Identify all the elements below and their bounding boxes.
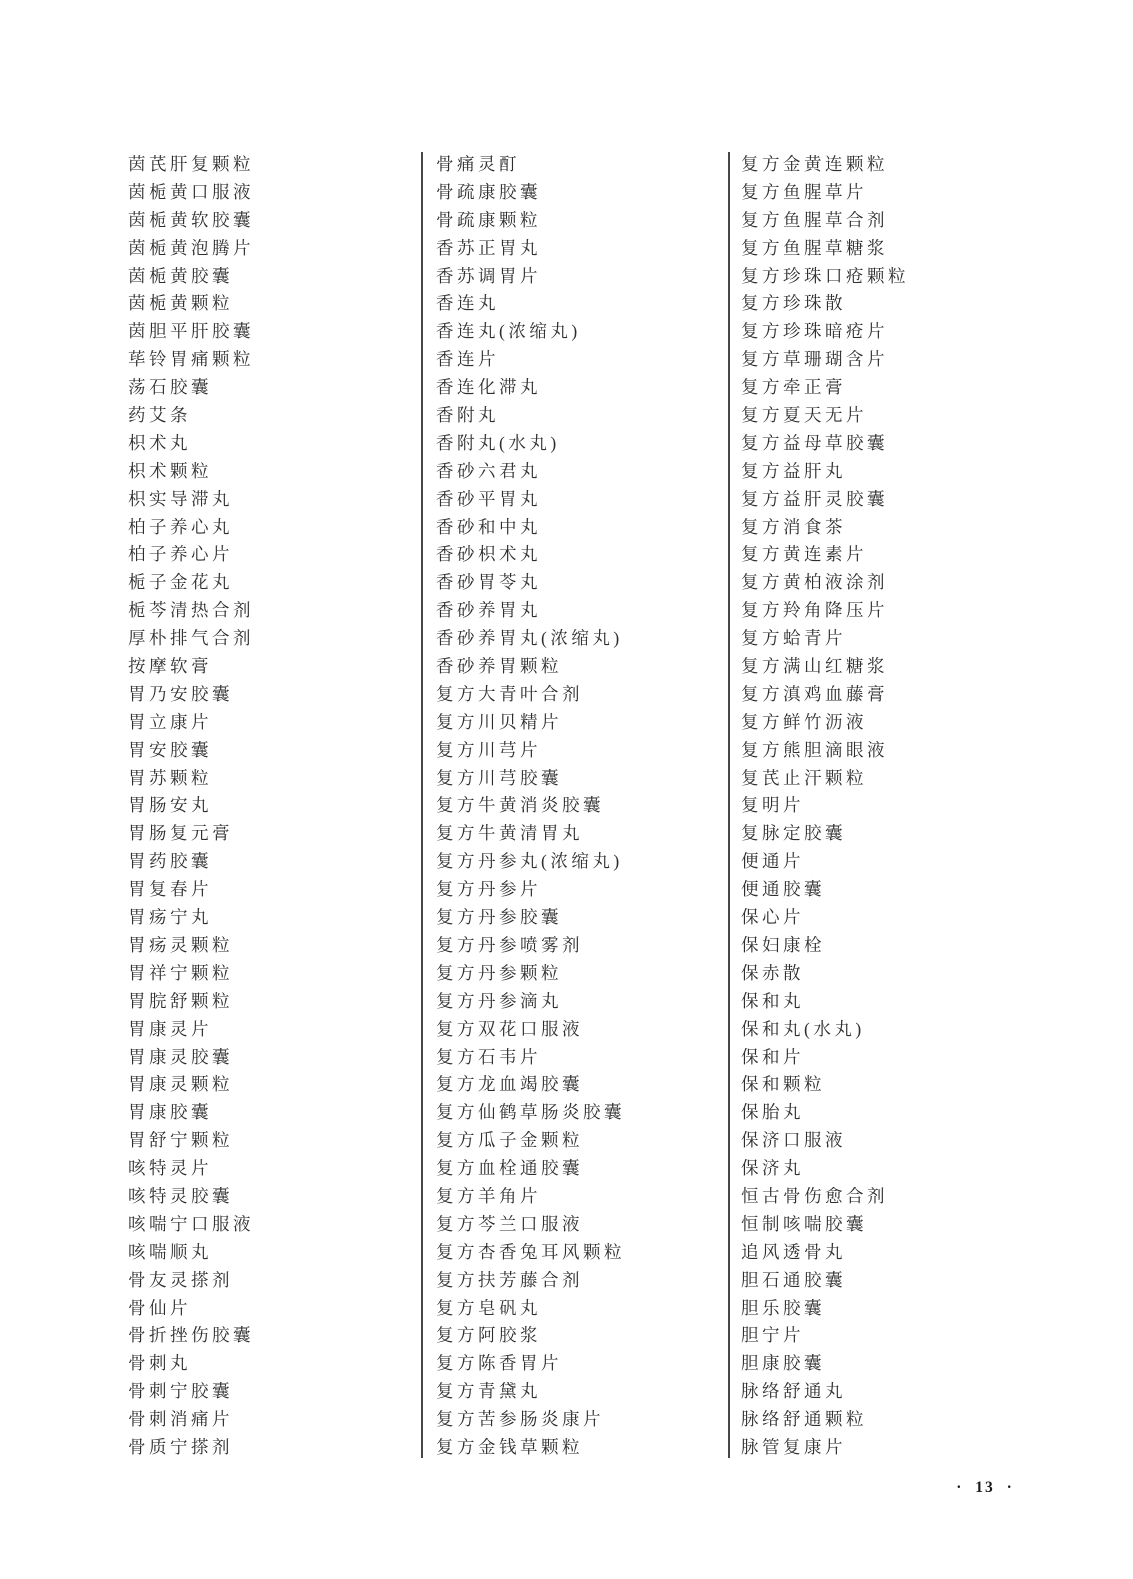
drug-name: 复方皂矾丸 bbox=[436, 1297, 541, 1318]
drug-name: 保济丸 bbox=[741, 1158, 804, 1179]
drug-name: 胃复春片 bbox=[128, 879, 212, 900]
drug-list-column-2 bbox=[436, 151, 721, 1462]
drug-name: 复芪止汗颗粒 bbox=[741, 767, 867, 788]
drug-name: 复明片 bbox=[741, 795, 804, 816]
drug-name: 复方丹参喷雾剂 bbox=[436, 934, 583, 955]
column-divider bbox=[728, 152, 730, 1458]
drug-name: 复方丹参胶囊 bbox=[436, 907, 562, 928]
drug-name: 香苏调胃片 bbox=[436, 265, 541, 286]
drug-name: 骨刺丸 bbox=[128, 1353, 191, 1374]
drug-name: 香连化滞丸 bbox=[436, 377, 541, 398]
drug-name: 荜铃胃痛颗粒 bbox=[128, 349, 254, 370]
drug-name: 胃肠安丸 bbox=[128, 795, 212, 816]
drug-name: 复方黄柏液涂剂 bbox=[741, 572, 888, 593]
drug-name: 复方金钱草颗粒 bbox=[436, 1436, 583, 1457]
drug-name: 保济口服液 bbox=[741, 1130, 846, 1151]
drug-name: 茵栀黄胶囊 bbox=[128, 265, 233, 286]
drug-name: 胃苏颗粒 bbox=[128, 767, 212, 788]
drug-name: 复方羊角片 bbox=[436, 1185, 541, 1206]
drug-name: 香砂枳术丸 bbox=[436, 544, 541, 565]
drug-name: 香砂养胃丸 bbox=[436, 600, 541, 621]
drug-name: 复方滇鸡血藤膏 bbox=[741, 683, 888, 704]
drug-name: 便通片 bbox=[741, 851, 804, 872]
drug-name: 复方青黛丸 bbox=[436, 1381, 541, 1402]
drug-name: 香苏正胃丸 bbox=[436, 237, 541, 258]
drug-name: 胃祥宁颗粒 bbox=[128, 962, 233, 983]
drug-name: 荡石胶囊 bbox=[128, 377, 212, 398]
drug-name: 香砂胃苓丸 bbox=[436, 572, 541, 593]
drug-name: 复脉定胶囊 bbox=[741, 823, 846, 844]
drug-name: 复方川贝精片 bbox=[436, 711, 562, 732]
drug-name: 复方苦参肠炎康片 bbox=[436, 1409, 604, 1430]
drug-name: 胃脘舒颗粒 bbox=[128, 990, 233, 1011]
drug-name: 复方益肝灵胶囊 bbox=[741, 488, 888, 509]
drug-name: 复方丹参片 bbox=[436, 879, 541, 900]
drug-name: 复方消食茶 bbox=[741, 516, 846, 537]
drug-name: 复方血栓通胶囊 bbox=[436, 1158, 583, 1179]
drug-name: 脉络舒通颗粒 bbox=[741, 1409, 867, 1430]
drug-name: 骨仙片 bbox=[128, 1297, 191, 1318]
drug-name: 保和丸 bbox=[741, 990, 804, 1011]
drug-name: 复方珍珠暗疮片 bbox=[741, 321, 888, 342]
drug-name: 复方龙血竭胶囊 bbox=[436, 1074, 583, 1095]
drug-name: 复方夏天无片 bbox=[741, 405, 867, 426]
drug-name: 复方芩兰口服液 bbox=[436, 1213, 583, 1234]
drug-name: 保和颗粒 bbox=[741, 1074, 825, 1095]
drug-name: 复方鱼腥草片 bbox=[741, 181, 867, 202]
drug-name: 复方丹参丸(浓缩丸) bbox=[436, 851, 623, 872]
column-divider bbox=[421, 152, 423, 1458]
drug-name: 复方丹参滴丸 bbox=[436, 990, 562, 1011]
drug-name: 骨刺消痛片 bbox=[128, 1409, 233, 1430]
drug-name: 咳特灵片 bbox=[128, 1158, 212, 1179]
drug-name: 复方牛黄清胃丸 bbox=[436, 823, 583, 844]
drug-name: 胃康灵颗粒 bbox=[128, 1074, 233, 1095]
drug-name: 胆石通胶囊 bbox=[741, 1269, 846, 1290]
drug-name: 复方黄连素片 bbox=[741, 544, 867, 565]
drug-name: 香连丸(浓缩丸) bbox=[436, 321, 581, 342]
drug-name: 香砂六君丸 bbox=[436, 460, 541, 481]
drug-name: 复方牛黄消炎胶囊 bbox=[436, 795, 604, 816]
drug-name: 复方牵正膏 bbox=[741, 377, 846, 398]
drug-name: 柏子养心丸 bbox=[128, 516, 233, 537]
drug-name: 追风透骨丸 bbox=[741, 1241, 846, 1262]
drug-name: 保胎丸 bbox=[741, 1102, 804, 1123]
drug-name: 栀芩清热合剂 bbox=[128, 600, 254, 621]
drug-name: 胃疡宁丸 bbox=[128, 907, 212, 928]
drug-name: 胆乐胶囊 bbox=[741, 1297, 825, 1318]
drug-name: 骨刺宁胶囊 bbox=[128, 1381, 233, 1402]
drug-name: 复方珍珠口疮颗粒 bbox=[741, 265, 909, 286]
drug-name: 胃康灵片 bbox=[128, 1018, 212, 1039]
drug-name: 骨友灵搽剂 bbox=[128, 1269, 233, 1290]
drug-name: 香砂养胃丸(浓缩丸) bbox=[436, 628, 623, 649]
drug-name: 复方鱼腥草合剂 bbox=[741, 209, 888, 230]
drug-name: 恒制咳喘胶囊 bbox=[741, 1213, 867, 1234]
drug-name: 复方川芎片 bbox=[436, 739, 541, 760]
drug-name: 枳术丸 bbox=[128, 432, 191, 453]
drug-name: 茵栀黄泡腾片 bbox=[128, 237, 254, 258]
drug-name: 保心片 bbox=[741, 907, 804, 928]
drug-name: 复方丹参颗粒 bbox=[436, 962, 562, 983]
drug-name: 香砂养胃颗粒 bbox=[436, 656, 562, 677]
drug-name: 复方草珊瑚含片 bbox=[741, 349, 888, 370]
drug-name: 胆康胶囊 bbox=[741, 1353, 825, 1374]
drug-name: 复方川芎胶囊 bbox=[436, 767, 562, 788]
drug-name: 胃安胶囊 bbox=[128, 739, 212, 760]
drug-name: 骨疏康胶囊 bbox=[436, 181, 541, 202]
drug-name: 骨折挫伤胶囊 bbox=[128, 1325, 254, 1346]
drug-name: 茵栀黄软胶囊 bbox=[128, 209, 254, 230]
drug-name: 复方杏香兔耳风颗粒 bbox=[436, 1241, 625, 1262]
drug-name: 茵芪肝复颗粒 bbox=[128, 154, 254, 174]
drug-name: 复方瓜子金颗粒 bbox=[436, 1130, 583, 1151]
drug-name: 香砂和中丸 bbox=[436, 516, 541, 537]
drug-name: 复方陈香胃片 bbox=[436, 1353, 562, 1374]
drug-name: 胃乃安胶囊 bbox=[128, 683, 233, 704]
drug-name: 香连丸 bbox=[436, 293, 499, 314]
drug-name: 厚朴排气合剂 bbox=[128, 628, 254, 649]
drug-name: 复方鲜竹沥液 bbox=[741, 711, 867, 732]
drug-name: 复方石韦片 bbox=[436, 1046, 541, 1067]
drug-name: 香附丸 bbox=[436, 405, 499, 426]
drug-name: 胆宁片 bbox=[741, 1325, 804, 1346]
drug-name: 茵栀黄口服液 bbox=[128, 181, 254, 202]
drug-name: 枳术颗粒 bbox=[128, 460, 212, 481]
drug-name: 柏子养心片 bbox=[128, 544, 233, 565]
drug-name: 脉管复康片 bbox=[741, 1436, 846, 1457]
drug-name: 脉络舒通丸 bbox=[741, 1381, 846, 1402]
drug-name: 复方金黄连颗粒 bbox=[741, 154, 888, 174]
drug-name: 咳特灵胶囊 bbox=[128, 1185, 233, 1206]
drug-name: 咳喘宁口服液 bbox=[128, 1213, 254, 1234]
drug-name: 复方益母草胶囊 bbox=[741, 432, 888, 453]
drug-name: 复方阿胶浆 bbox=[436, 1325, 541, 1346]
drug-name: 骨疏康颗粒 bbox=[436, 209, 541, 230]
drug-name: 复方熊胆滴眼液 bbox=[741, 739, 888, 760]
drug-name: 胃康灵胶囊 bbox=[128, 1046, 233, 1067]
drug-name: 保和片 bbox=[741, 1046, 804, 1067]
drug-list-column-1 bbox=[128, 151, 413, 1462]
page-number: · 13 · bbox=[956, 1479, 1014, 1496]
drug-name: 保和丸(水丸) bbox=[741, 1018, 865, 1039]
drug-name: 复方珍珠散 bbox=[741, 293, 846, 314]
drug-name: 香连片 bbox=[436, 349, 499, 370]
drug-name: 复方蛤青片 bbox=[741, 628, 846, 649]
drug-list-column-3 bbox=[741, 151, 1041, 1462]
drug-name: 香附丸(水丸) bbox=[436, 432, 560, 453]
drug-name: 胃舒宁颗粒 bbox=[128, 1130, 233, 1151]
drug-name: 骨质宁搽剂 bbox=[128, 1436, 233, 1457]
drug-name: 咳喘顺丸 bbox=[128, 1241, 212, 1262]
drug-name: 便通胶囊 bbox=[741, 879, 825, 900]
drug-name: 复方扶芳藤合剂 bbox=[436, 1269, 583, 1290]
drug-name: 恒古骨伤愈合剂 bbox=[741, 1185, 888, 1206]
drug-name: 复方双花口服液 bbox=[436, 1018, 583, 1039]
drug-name: 骨痛灵酊 bbox=[436, 154, 520, 174]
drug-name: 枳实导滞丸 bbox=[128, 488, 233, 509]
drug-name: 茵栀黄颗粒 bbox=[128, 293, 233, 314]
drug-name: 胃康胶囊 bbox=[128, 1102, 212, 1123]
drug-name: 栀子金花丸 bbox=[128, 572, 233, 593]
drug-name: 胃肠复元膏 bbox=[128, 823, 233, 844]
drug-name: 复方益肝丸 bbox=[741, 460, 846, 481]
drug-name: 胃立康片 bbox=[128, 711, 212, 732]
drug-name: 茵胆平肝胶囊 bbox=[128, 321, 254, 342]
drug-name: 药艾条 bbox=[128, 405, 191, 426]
drug-name: 复方羚角降压片 bbox=[741, 600, 888, 621]
drug-name: 保赤散 bbox=[741, 962, 804, 983]
drug-name: 复方满山红糖浆 bbox=[741, 656, 888, 677]
drug-name: 复方鱼腥草糖浆 bbox=[741, 237, 888, 258]
drug-name: 香砂平胃丸 bbox=[436, 488, 541, 509]
drug-name: 保妇康栓 bbox=[741, 934, 825, 955]
drug-name: 胃疡灵颗粒 bbox=[128, 934, 233, 955]
drug-name: 复方大青叶合剂 bbox=[436, 683, 583, 704]
drug-name: 胃药胶囊 bbox=[128, 851, 212, 872]
drug-name: 复方仙鹤草肠炎胶囊 bbox=[436, 1102, 625, 1123]
drug-name: 按摩软膏 bbox=[128, 656, 212, 677]
